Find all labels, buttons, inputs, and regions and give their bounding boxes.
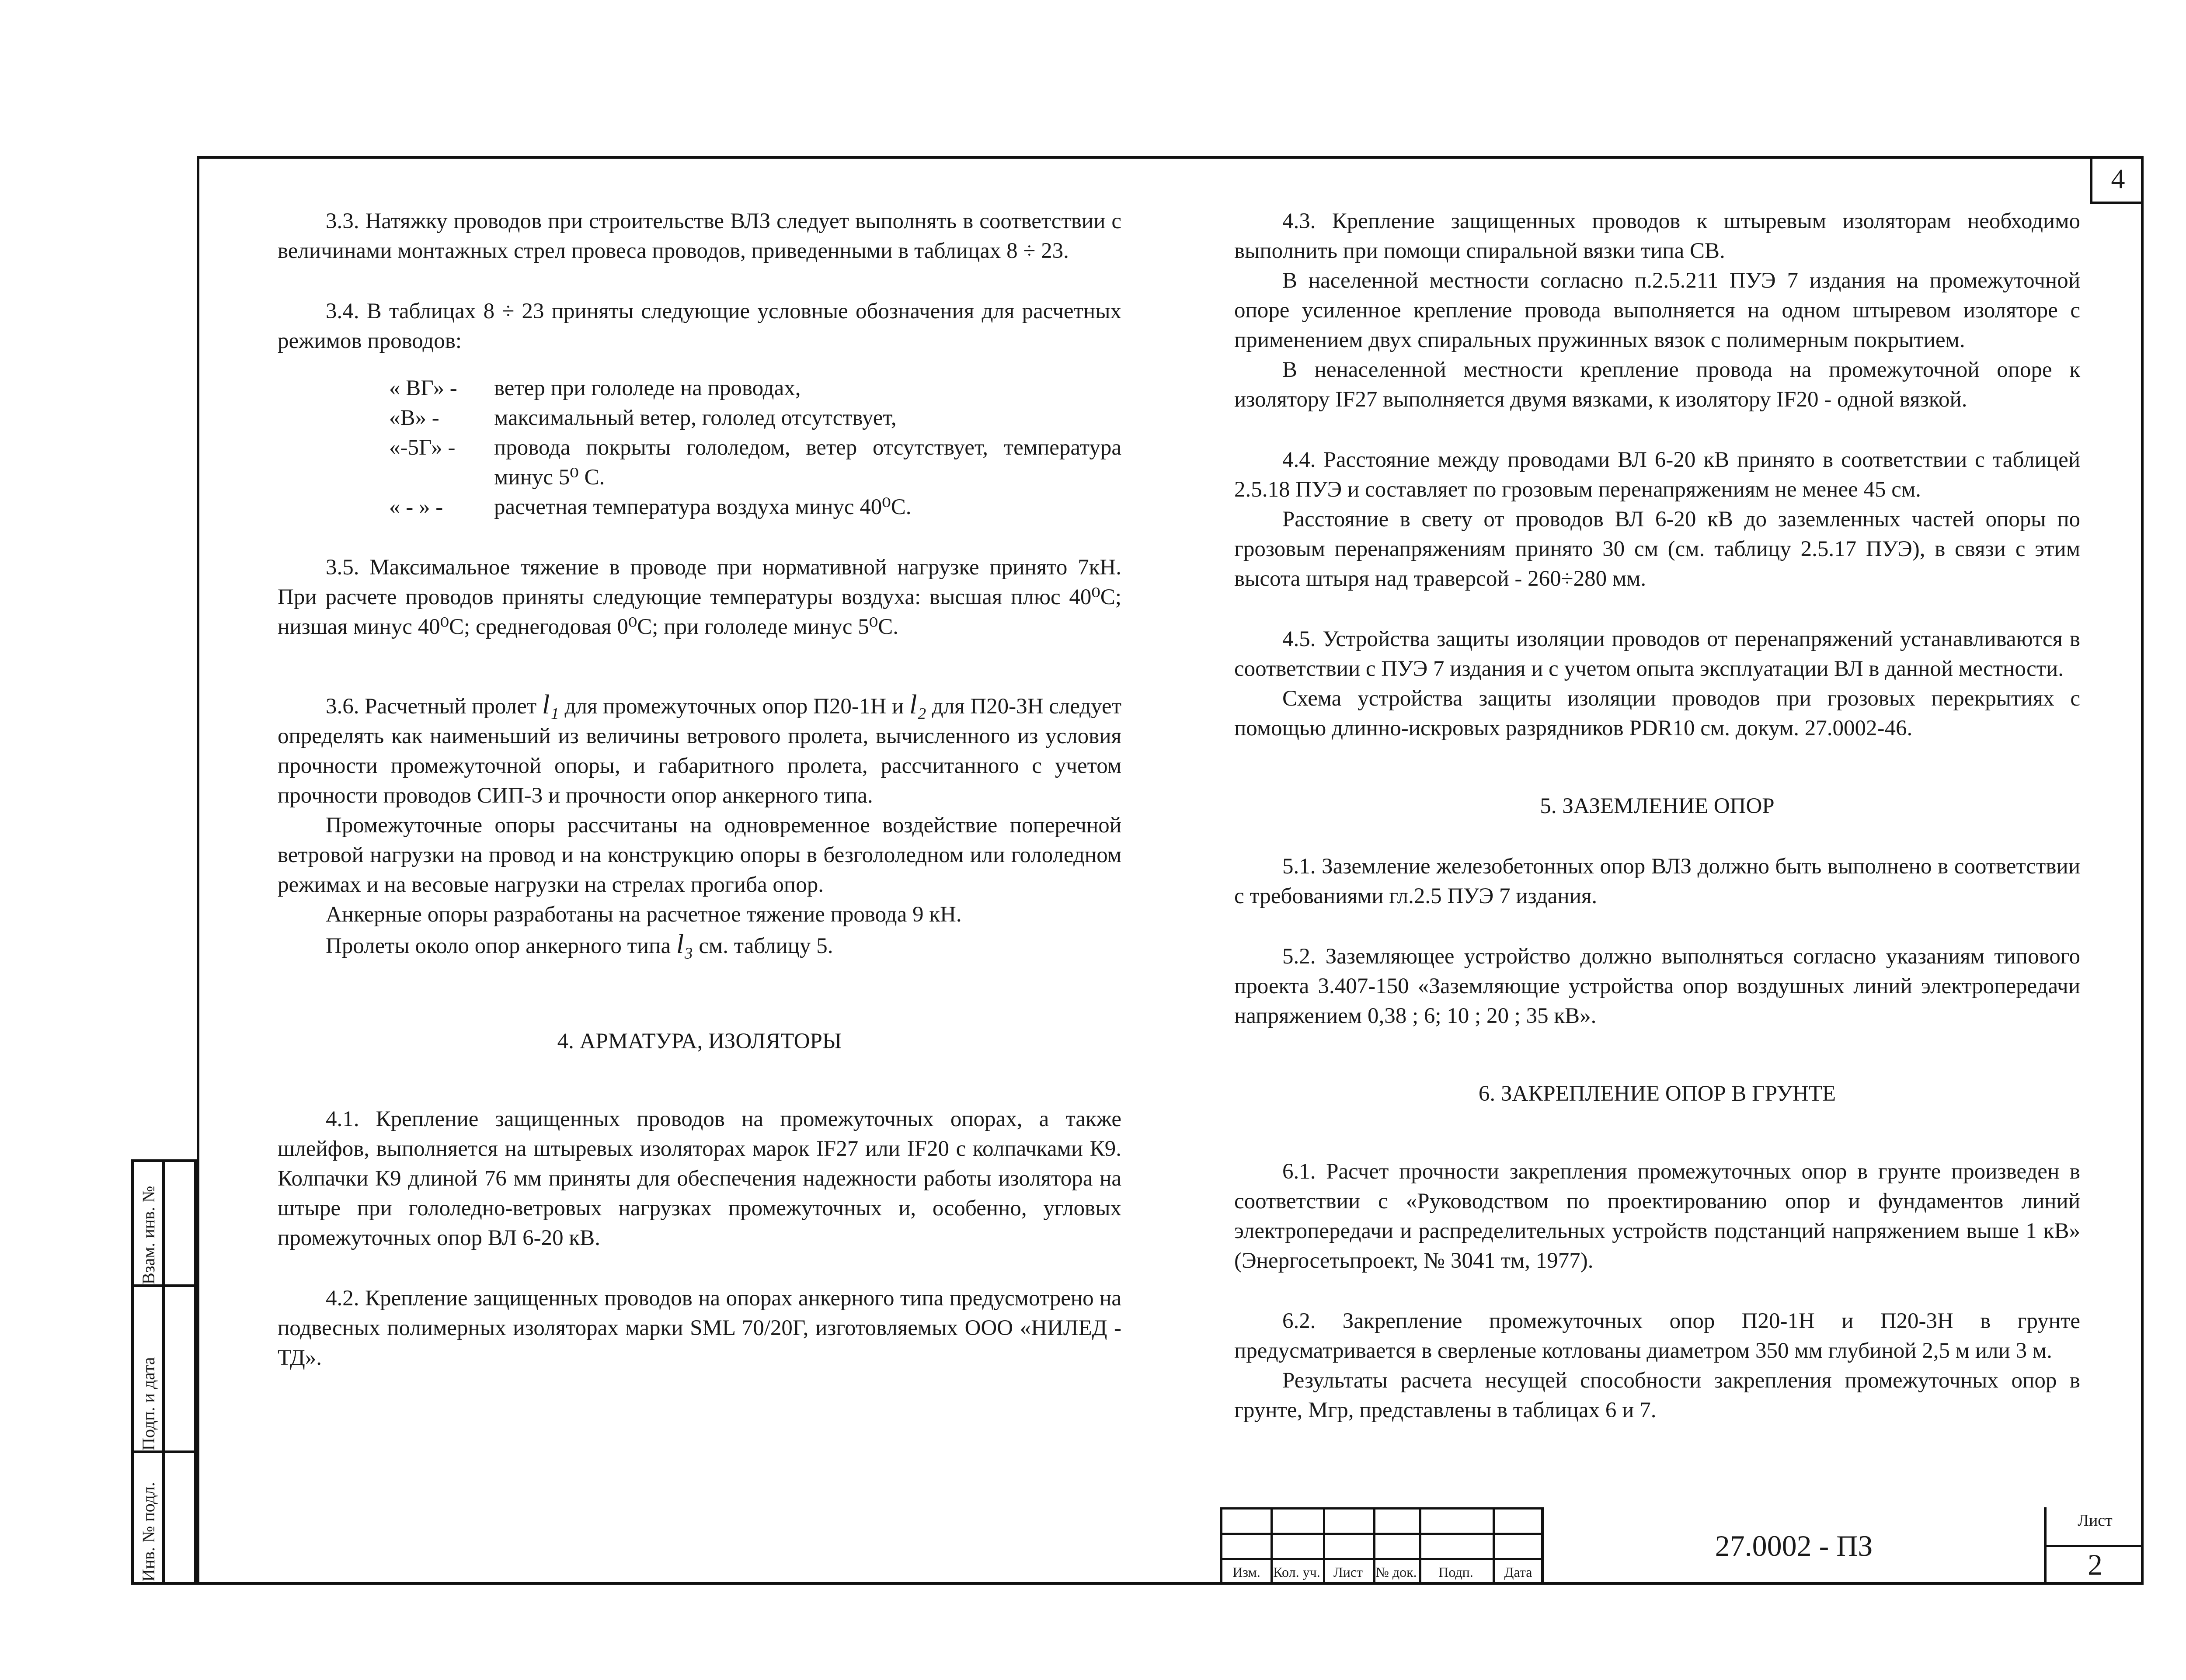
side-label-podp-data: Подп. и дата	[139, 1357, 158, 1450]
paragraph-5-2: 5.2. Заземляющее устройство должно выполняться согласно указаниям типового проекта 3.407-150 «Заземляющие устройства опор воздушных линий электропередачи напряжением 0,38 ; 6; 10 ; 20 ; 35 кВ».	[1234, 944, 2080, 1028]
paragraph-3-4: 3.4. В таблицах 8 ÷ 23 приняты следующие условные обозначения для расчетных режимов проводов:	[278, 299, 1121, 353]
paragraph-4-5: 4.5. Устройства защиты изоляции проводов от перенапряжений устанавливаются в соответствии с ПУЭ 7 издания и с учетом опыта эксплуатации ВЛ в данной местности.	[1234, 627, 2080, 681]
paragraph-3-6-intermediate: Промежуточные опоры рассчитаны на одновременное воздействие поперечной ветровой нагрузки на провод и на конструкцию опоры в безгололедном или гололедном режимах и на весовые нагрузки на стрелах прогиба опор.	[278, 813, 1121, 897]
mode-value: расчетная температура воздуха минус 40⁰С.	[494, 495, 912, 519]
paragraph-3-5: 3.5. Максимальное тяжение в проводе при нормативной нагрузке принято 7кН. При расчете проводов приняты следующие температуры воздуха: высшая плюс 40⁰С; низшая минус 40⁰С; среднегодовая 0⁰С; при гололеде минус 5⁰С.	[278, 555, 1121, 639]
mode-value: максимальный ветер, гололед отсутствует,	[494, 406, 897, 430]
paragraph-6-2-results: Результаты расчета несущей способности закрепления промежуточных опор в грунте, Мгр, представлены в таблицах 6 и 7.	[1234, 1368, 2080, 1423]
mode-5g	[389, 433, 1121, 492]
mode-key: « - » -	[389, 495, 443, 519]
text: для промежуточных опор П20-1Н и	[564, 694, 904, 719]
header-list: Лист	[1333, 1564, 1363, 1580]
paragraph-5-1: 5.1. Заземление железобетонных опор ВЛЗ должно быть выполнено в соответствии с требованиями гл.2.5 ПУЭ 7 издания.	[1234, 854, 2080, 908]
header-izm: Изм.	[1232, 1564, 1260, 1580]
paragraph-4-3-populated: В населенной местности согласно п.2.5.211 ПУЭ 7 издания на промежуточной опоре усиленное крепление провода выполняется на одном штыревом изоляторе с применением двух спиральных пружинных вязок с полимерным покрытием.	[1234, 268, 2080, 352]
paragraph-4-1: 4.1. Крепление защищенных проводов на промежуточных опорах, а также шлейфов, выполняется на штыревых изоляторах марок IF27 или IF20 с колпачками К9. Колпачки К9 длиной 76 мм приняты для обеспечения надежности работы изолятора на штыре при гололедно-ветровых нагрузках промежуточных и, особенно, угловых промежуточных опор ВЛ 6-20 кВ.	[278, 1107, 1121, 1250]
paragraph-4-3-unpopulated: В ненаселенной местности крепление провода на промежуточной опоре к изолятору IF27 выполняется двумя вязками, к изолятору IF20 - одной вязкой.	[1234, 358, 2080, 412]
paragraph-6-1: 6.1. Расчет прочности закрепления промежуточных опор в грунте произведен в соответствии с «Руководством по проектированию опор и фундаментов линий электропередачи и распределительных устройств подстанций напряжением выше 1 кВ» (Энергосетьпроект, № 3041 тм, 1977).	[1234, 1159, 2080, 1273]
side-strip-rule	[134, 1284, 194, 1287]
side-label-inv-podl: Инв. № подл.	[139, 1482, 158, 1582]
paragraph-6-2: 6.2. Закрепление промежуточных опор П20-1Н и П20-3Н в грунте предусматривается в сверленые котлованы диаметром 350 мм глубиной 2,5 м или 3 м.	[1234, 1309, 2080, 1363]
side-label-vzam-inv: Взам. инв. №	[139, 1186, 158, 1284]
section-heading-6: 6. ЗАКРЕПЛЕНИЕ ОПОР В ГРУНТЕ	[1478, 1082, 1836, 1106]
paragraph-3-3: 3.3. Натяжку проводов при строительстве ВЛЗ следует выполнять в соответствии с величинами монтажных стрел провеса проводов, приведенными в таблицах 8 ÷ 23.	[278, 209, 1121, 263]
mode-key: « ВГ» -	[389, 376, 457, 400]
mode-key: «-5Г» -	[389, 435, 456, 460]
header-data: Дата	[1504, 1564, 1532, 1580]
paragraph-4-4: 4.4. Расстояние между проводами ВЛ 6-20 кВ принято в соответствии с таблицей 2.5.18 ПУЭ и составляет по грозовым перенапряжениям не менее 45 см.	[1234, 448, 2080, 502]
mode-value: провода покрыты гололедом, ветер отсутствует, температура минус 5⁰ С.	[494, 435, 1121, 490]
paragraph-3-6-anchor: Анкерные опоры разработаны на расчетное тяжение провода 9 кН.	[326, 902, 962, 927]
document-code: 27.0002 - ПЗ	[1541, 1507, 2044, 1585]
section-heading-4: 4. АРМАТУРА, ИЗОЛЯТОРЫ	[557, 1029, 842, 1054]
paragraph-3-6	[278, 690, 1121, 810]
revision-grid	[1220, 1507, 1541, 1585]
mode-value: ветер при гололеде на проводах,	[494, 376, 801, 400]
text: см. таблицу 5.	[699, 934, 833, 958]
span-l1: l₁	[542, 690, 559, 720]
side-stamp-strip	[131, 1159, 197, 1585]
paragraph-4-4-clearance: Расстояние в свету от проводов ВЛ 6-20 кВ до заземленных частей опоры по грозовым перенапряжениям принято 30 см (см. таблицу 2.5.17 ПУЭ), в связи с этим высота штыря над траверсой - 260÷280 мм.	[1234, 507, 2080, 591]
paragraph-3-6-spans	[278, 929, 1121, 961]
header-podp: Подп.	[1438, 1564, 1473, 1580]
mode-v	[389, 403, 1121, 433]
right-column	[1234, 206, 2080, 1425]
mode-vg	[389, 373, 1121, 403]
sheet-label: Лист	[2078, 1511, 2113, 1530]
title-block	[1220, 1507, 2144, 1585]
paragraph-4-2: 4.2. Крепление защищенных проводов на опорах анкерного типа предусмотрено на подвесных полимерных изоляторах марки SML 70/20Г, изготовляемых ООО «НИЛЕД - ТД».	[278, 1286, 1121, 1370]
text: Пролеты около опор анкерного типа	[326, 934, 671, 958]
sheet-cell	[2044, 1507, 2144, 1585]
mode-dash	[389, 492, 1121, 522]
paragraph-4-3: 4.3. Крепление защищенных проводов к штыревым изоляторам необходимо выполнить при помощи спиральной вязки типа СВ.	[1234, 209, 2080, 263]
span-l3: l₃	[676, 929, 693, 959]
mode-key: «В» -	[389, 406, 439, 430]
text: для П20-3Н следует определять как наименьший из величины ветрового пролета, вычисленного из условия прочности промежуточной опоры, и габаритного пролета, рассчитанного с учетом прочности проводов СИП-3 и прочности опор анкерного типа.	[278, 694, 1121, 808]
text: 3.6. Расчетный пролет	[326, 694, 537, 719]
header-doc-no: № док.	[1375, 1564, 1417, 1580]
sheet-number: 2	[2088, 1548, 2102, 1581]
page-number: 4	[2090, 156, 2144, 204]
header-kol-uch: Кол. уч.	[1273, 1564, 1320, 1580]
section-heading-5: 5. ЗАЗЕМЛЕНИЕ ОПОР	[1540, 794, 1775, 818]
span-l2: l₂	[909, 690, 926, 720]
paragraph-4-5-scheme: Схема устройства защиты изоляции проводов при грозовых перекрытиях с помощью длинно-искровых разрядников PDR10 см. докум. 27.0002-46.	[1234, 686, 2080, 741]
side-strip-rule	[134, 1450, 194, 1453]
left-column	[278, 206, 1121, 1373]
